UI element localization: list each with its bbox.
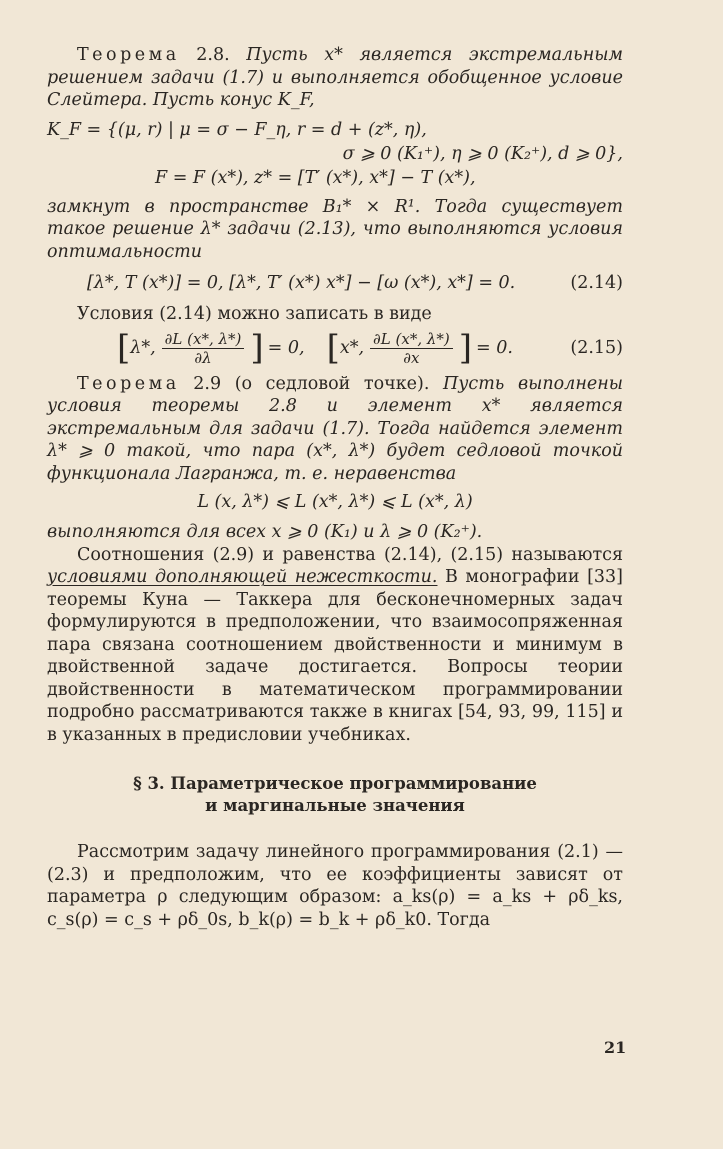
eq-lambda: λ*, [130, 338, 156, 358]
formula-kf-line1: K_F = {(μ, r) | μ = σ − F_η, r = d + (z*, η), [47, 119, 427, 140]
saddle-continuation: выполняются для всех x ⩾ 0 (K₁) и λ ⩾ 0 (K₂⁺). [47, 522, 483, 542]
eq-x: x*, [339, 338, 365, 358]
eq-zero-1: = 0, [267, 338, 305, 358]
bracket-open: [ [117, 328, 131, 368]
section-heading [47, 773, 623, 817]
theorem-2-8-continuation: замкнут в пространстве B₁* × R¹. Тогда существует такое решение λ* задачи (2.13), что выполняются условия оптимальности [47, 196, 623, 262]
section-heading-line2: и маргинальные значения [205, 796, 465, 815]
bracket-close: ] [250, 328, 264, 368]
equation-2-14 [47, 271, 623, 295]
paragraph-conditions: Соотношения (2.9) и равенства (2.14), (2.15) называются условиями дополняющей нежесткости. В монографии [33] теоремы Куна — Таккера для бесконечномерных задач формулируются в предположении, что взаимосопряженная пара связана соотношением двойственности и минимум в двойственной задаче достигается. Вопросы теории двойственности в математическом программировании подробно рассматриваются также в книгах [54, 93, 99, 115] и в указанных в предисловии учебниках. [47, 544, 623, 745]
equation-2-15-number: (2.15) [570, 338, 623, 358]
section-heading-line1: § 3. Параметрическое программирование [133, 774, 537, 793]
theorem-body: Пусть x* является экстремальным решением задачи (1.7) и выполняется обобщенное условие Слейтера. Пусть конус K_F, [47, 45, 623, 110]
formula-kf-line2: σ ⩾ 0 (K₁⁺), η ⩾ 0 (K₂⁺), d ⩾ 0}, [342, 143, 623, 164]
formula-kf-line3: F = F (x*), z* = [T′ (x*), x*] − T (x*), [155, 167, 476, 188]
theorem-number: 2.8. [179, 45, 247, 65]
bracket-open: [ [326, 328, 340, 368]
equation-2-15 [47, 330, 623, 367]
theorem-label: Теорема [77, 45, 180, 65]
saddle-inequality: L (x, λ*) ⩽ L (x*, λ*) ⩽ L (x*, λ) [197, 492, 473, 512]
theorem-2-9 [47, 373, 623, 486]
equation-2-14-number: (2.14) [570, 273, 623, 293]
text-2-14: Условия (2.14) можно записать в виде [77, 304, 432, 324]
theorem-body: Пусть выполнены условия теоремы 2.8 и элемент x* является экстремальным для задачи (1.7). Тогда найдется элемент λ* ⩾ 0 такой, что пара (x*, λ*) будет седловой точкой функционала Лагранжа, т. е. неравенства [47, 373, 623, 484]
bracket-close: ] [458, 328, 472, 368]
eq-zero-2: = 0. [476, 338, 513, 358]
fraction-dl-dlambda: $\frac{\partial L (x*, \lambda*)}{\partial\lambda}$ [162, 330, 245, 367]
theorem-number: 2.9 (о седловой точке). [179, 373, 443, 394]
equation-2-14-expr: [λ*, T (x*)] = 0, [λ*, T′ (x*) x*] − [ω (x*), x*] = 0. [87, 273, 516, 293]
fraction-dl-dx: $\frac{\partial L (x*, \lambda*)}{\partial x}$ [370, 330, 453, 367]
term-complementary-slackness: условиями дополняющей нежесткости. [47, 567, 438, 587]
theorem-label: Теорема [77, 373, 180, 394]
paragraph-parametric: Рассмотрим задачу линейного программирования (2.1) — (2.3) и предположим, что ее коэффициенты зависят от параметра ρ следующим образом: a_ks(ρ) = a_ks + ρδ_ks, c_s(ρ) = c_s + ρδ_0s, b_k(ρ) = b_k + ρδ_k0. Тогда [47, 842, 623, 930]
theorem-2-8 [47, 44, 623, 112]
page-number: 21 [604, 1038, 627, 1057]
